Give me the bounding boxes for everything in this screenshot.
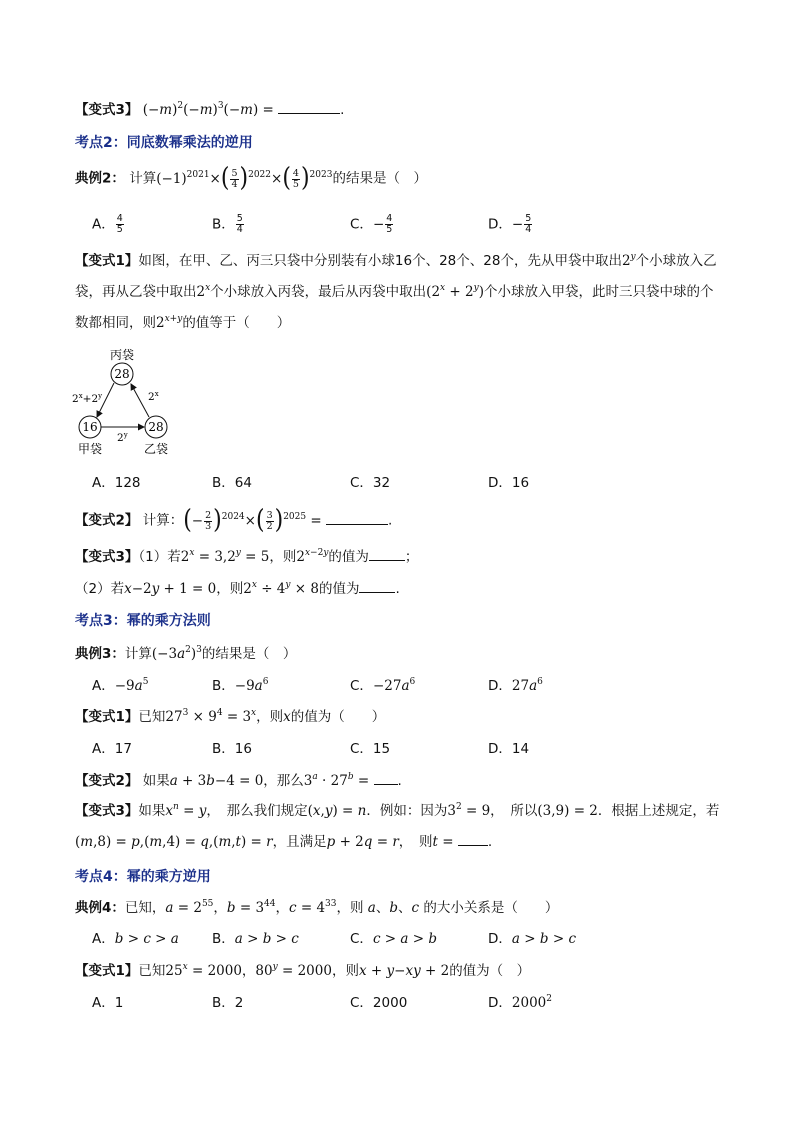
answer-blank <box>458 833 488 846</box>
exercise-v3-part2: （2）若x−2y + 1 = 0，则$2^x \div 4^y \times 8$的值为 . <box>75 580 400 597</box>
arrow-b-to-c <box>131 384 149 417</box>
example-label: 典例2： <box>75 170 125 187</box>
bag-c-value: 28 <box>114 367 130 381</box>
option-a: A．128 <box>92 475 141 491</box>
section-heading-2: 考点2：同底数幂乘法的逆用 <box>75 135 253 151</box>
option-c: C．− $\frac{4}{5}$ <box>350 213 393 235</box>
exercise-v2-equation: 【变式2】 如果a + 3b−4 = 0，那么$3^a \cdot 27^b$ = . <box>75 772 402 789</box>
option-c: C．c > a > b <box>350 931 438 947</box>
option-c: C．15 <box>350 741 391 757</box>
option-c: C．2000 <box>350 995 408 1011</box>
bag-a-value: 16 <box>82 420 98 434</box>
option-b: B．$-9a^6$ <box>212 677 269 694</box>
option-a: A．$-9a^5$ <box>92 677 149 694</box>
example-2: 典例2： 计算$(-1)^{2021}\times$( $\frac{5}{4}$ )$^{2022}$×( $\frac{4}{5}$ )$^{2023}$的结果是（ ） <box>75 163 427 194</box>
arrow-label-c-a: $2^x+2^y$ <box>72 392 103 405</box>
option-a: A．b > c > a <box>92 931 179 947</box>
example-4: 典例4：已知，$a = 2^{55}$，$b = 3^{44}$，$c = 4^{33}$，则 a、b、c 的大小关系是（ ） <box>75 899 559 916</box>
bag-b-label: 乙袋 <box>143 442 169 456</box>
bag-a-label: 甲袋 <box>77 442 103 456</box>
option-a: A．1 <box>92 995 124 1011</box>
option-d: D．2000$^2$ <box>488 994 552 1011</box>
section-heading-4: 考点4：幂的乘方逆用 <box>75 869 211 885</box>
exercise-v1-bags: 【变式1】如图，在甲、乙、丙三只袋中分别装有小球16个、28个、28个，先从甲袋中取出2$^y$个小球放入乙袋，再从乙袋中取出2$^x$个小球放入丙袋，最后从丙袋中取出$(2^x + 2^y)$个小球放入甲袋，此时三只袋中球的个数都相同，则$2^{x+y}$的值等于（ ） <box>75 252 717 331</box>
example-3: 典例3：计算$(-3a^2)^3$的结果是（ ） <box>75 645 297 662</box>
bags-diagram <box>68 345 188 457</box>
option-b: B． $\frac{5}{4}$ <box>212 213 243 235</box>
answer-blank <box>326 512 388 525</box>
exercise-v1-2000: 【变式1】已知$25^x = 2000$，$80^y = 2000$，则x + y−xy + 2的值为（ ） <box>75 962 531 979</box>
option-b: B．2 <box>212 995 244 1011</box>
answer-blank <box>359 580 395 593</box>
answer-blank <box>374 772 398 785</box>
option-d: D．16 <box>488 475 530 491</box>
option-d: D．− $\frac{5}{4}$ <box>488 213 532 235</box>
arrow-label-b-c: 2$^x$ <box>148 390 159 403</box>
math-expression: $(-1)^{2021}\times$( $\frac{5}{4}$ )$^{2022}$×( $\frac{4}{5}$ )$^{2023}$ <box>156 163 333 194</box>
option-c: C．32 <box>350 475 391 491</box>
exercise-v3-part1: 【变式3】（1）若$2^x = 3,2^y = 5$，则$2^{x-2y}$的值为 ； <box>75 548 419 565</box>
math-expression: (− $\frac{2}{3}$ )$^{2024}$×( $\frac{3}{2}$ )$^{2025}$ = <box>183 505 327 536</box>
arrow-c-to-a <box>97 383 114 417</box>
section-heading-3: 考点3：幂的乘方法则 <box>75 613 211 629</box>
option-d: D．$27a^6$ <box>488 677 543 694</box>
arrow-label-a-b: 2$^y$ <box>117 431 128 444</box>
bag-c-label: 丙袋 <box>109 348 135 362</box>
bag-b-value: 28 <box>148 420 164 434</box>
option-b: B．64 <box>212 475 252 491</box>
exercise-v2-power: 【变式2】 计算：(− $\frac{2}{3}$ )$^{2024}$×( $\frac{3}{2}$ )$^{2025}$ = . <box>75 505 393 536</box>
option-c: C．$-27a^6$ <box>350 677 416 694</box>
math-expression: $(-m)^2(-m)^3(-m)$ = <box>142 101 279 118</box>
exercise-v3-top: 【变式3】 $(-m)^2(-m)^3(-m)$ = . <box>75 101 345 118</box>
option-b: B．16 <box>212 741 252 757</box>
option-a: A． $\frac{4}{5}$ <box>92 213 123 235</box>
answer-blank <box>278 101 340 114</box>
exercise-label: 【变式3】 <box>75 102 139 118</box>
option-b: B．a > b > c <box>212 931 299 947</box>
option-d: D．a > b > c <box>488 931 576 947</box>
exercise-v3-definition: 【变式3】如果$x^n = y$， 那么我们规定(x,y) = n．例如：因为$3^2 = 9$， 所以(3,9) = 2．根据上述规定，若(m,8) = p,(m,4) = q,(m,t) = r，且满足p + 2q = r， 则t = . <box>75 802 720 850</box>
option-a: A．17 <box>92 741 132 757</box>
exercise-v1-powers: 【变式1】已知$27^3 \times 9^4 = 3^x$，则x的值为（ ） <box>75 708 386 725</box>
answer-blank <box>369 548 405 561</box>
option-d: D．14 <box>488 741 530 757</box>
